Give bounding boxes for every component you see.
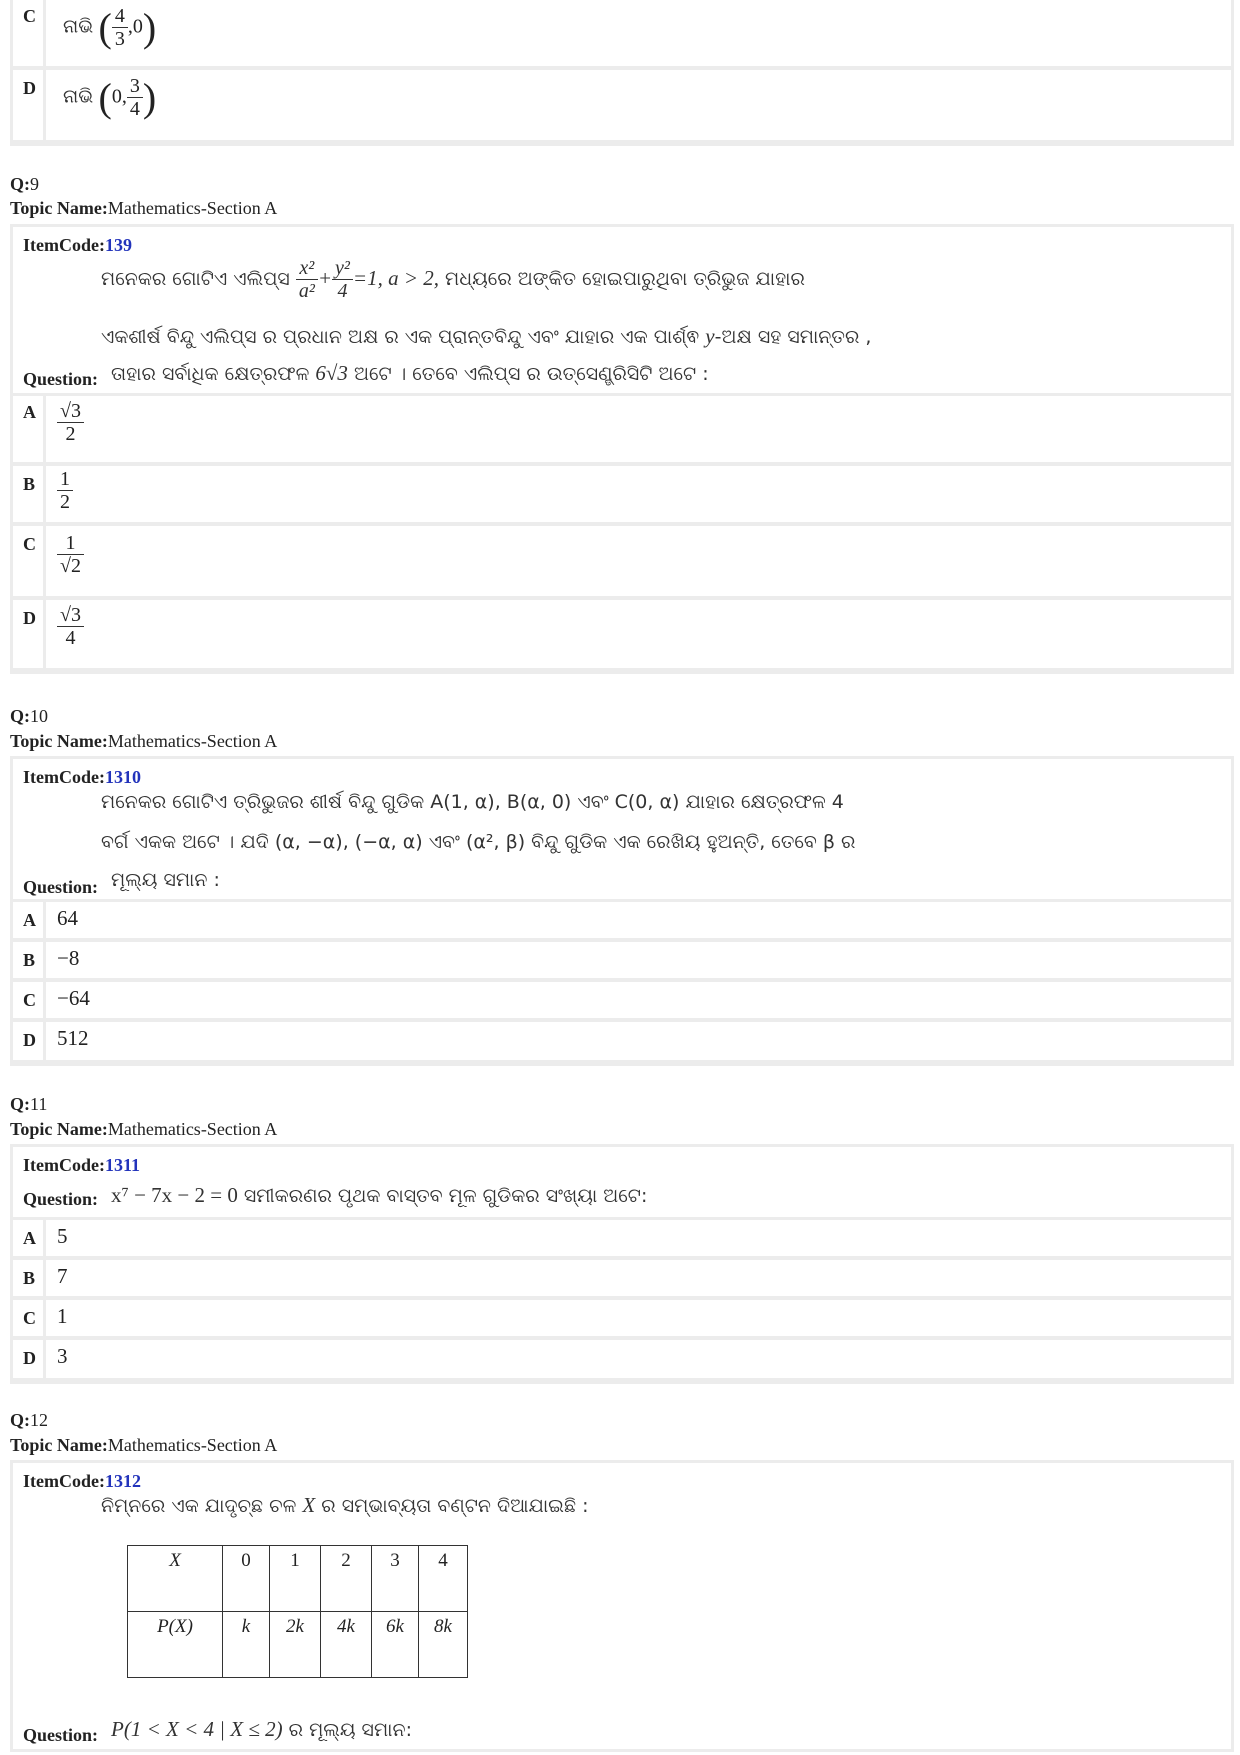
question-text-line: ବର୍ଗ ଏକକ ଅଟେ । ଯଦି (α, −α), (−α, α) ଏବଂ (α², β) ବିନ୍ଦୁ ଗୁଡିକ ଏକ ରେଖିୟ ହୁଅନ୍ତି, ତେବେ β ର	[101, 831, 856, 853]
table-row	[128, 1546, 468, 1612]
option-label: A	[23, 910, 36, 930]
option-label: A	[23, 402, 36, 422]
question-text-line: x⁷ − 7x − 2 = 0 ସମୀକରଣର ପୃଥକ ବାସ୍ତବ ମୂଳ ଗୁଡିକର ସଂଖ୍ୟା ଅଟେ:	[111, 1183, 648, 1207]
table-cell: 4	[419, 1546, 468, 1612]
question-text-line: ତାହାର ସର୍ବାଧିକ କ୍ଷେତ୍ରଫଳ 6√3 ଅଟେ । ତେବେ ଏଲିପ୍ସ ର ଉତ୍ସେଣ୍ଡ୍ରିସିଟି ଅଟେ :	[111, 361, 709, 385]
option-row[interactable]	[13, 902, 1231, 938]
question-box	[10, 1144, 1234, 1220]
question-label: Question:	[23, 1725, 99, 1745]
option-label: A	[23, 1228, 36, 1248]
question-number: Q:11	[10, 1094, 48, 1114]
item-code: ItemCode:139	[23, 235, 132, 255]
topic-name: Topic Name:Mathematics-Section A	[10, 1435, 278, 1455]
option-fraction: $\frac{√3}{4}$	[57, 604, 84, 649]
question-number: Q:9	[10, 174, 39, 194]
table-cell: 0	[223, 1546, 270, 1612]
topic-name: Topic Name:Mathematics-Section A	[10, 198, 278, 218]
table-cell: P(X)	[128, 1612, 223, 1678]
fraction-x2-a2: $\frac{\text{x²}}{\text{a²}}$	[296, 257, 318, 302]
option-fraction: $\frac{1}{√2}$	[57, 532, 84, 577]
question-label: Question:	[23, 1189, 99, 1209]
option-text: 3	[57, 1344, 68, 1368]
table-cell: 1	[270, 1546, 321, 1612]
option-row[interactable]	[13, 1220, 1231, 1256]
fraction-y2-4: $\frac{\text{y²}}{4}$	[332, 257, 353, 302]
option-row[interactable]	[13, 600, 1231, 668]
item-code: ItemCode:1311	[23, 1155, 140, 1175]
option-row[interactable]	[13, 1300, 1231, 1336]
table-cell: 2	[321, 1546, 372, 1612]
question-text-line: ନିମ୍ନରେ ଏକ ଯାଦୃଚ୍ଛ ଚଳ X ର ସମ୍ଭାବ୍ୟତା ବଣ୍ଟନ ଦିଆଯାଇଛି :	[101, 1493, 589, 1517]
option-row[interactable]	[13, 526, 1231, 596]
option-label: B	[23, 1268, 36, 1288]
option-row[interactable]	[13, 982, 1231, 1018]
option-row[interactable]	[13, 1022, 1231, 1060]
table-cell: 4k	[321, 1612, 372, 1678]
item-code: ItemCode:1312	[23, 1471, 141, 1491]
question-label: Question:	[23, 877, 99, 897]
table-cell: X	[128, 1546, 223, 1612]
question-text-line: ଏକଶୀର୍ଷ ବିନ୍ଦୁ ଏଲିପ୍ସ ର ପ୍ରଧାନ ଅକ୍ଷ ର ଏକ ପ୍ରାନ୍ତବିନ୍ଦୁ ଏବଂ ଯାହାର ଏକ ପାର୍ଶ୍ଵ y-ଅକ୍ଷ ସହ ସମାନ୍ତର ,	[101, 324, 872, 348]
probability-table	[127, 1545, 468, 1678]
table-row	[128, 1612, 468, 1678]
question-text-line: P(1 < X < 4 | X ≤ 2) ର ମୂଲ୍ୟ ସମାନ:	[111, 1717, 412, 1741]
prev-options-box	[10, 0, 1234, 146]
option-label: D	[23, 1030, 36, 1050]
option-fraction: $\frac{3}{4}$	[127, 75, 143, 120]
question-label: Question:	[23, 369, 99, 389]
option-row[interactable]	[13, 396, 1231, 462]
option-row[interactable]	[13, 942, 1231, 978]
option-text: 64	[57, 906, 78, 930]
question-number: Q:12	[10, 1410, 48, 1430]
option-row[interactable]: C ନାଭି ( $\frac{4}{3}$ ,0)	[13, 0, 1231, 66]
table-cell: 8k	[419, 1612, 468, 1678]
option-fraction: $\frac{√3}{2}$	[57, 400, 84, 445]
option-label: B	[23, 474, 36, 494]
option-row[interactable]	[13, 466, 1231, 522]
question-text-line: ମନେକର ଗୋଟିଏ ଏଲିପ୍ସ $\frac{\text{x²}}{\text{a²}}$ + $\frac{\text{y²}}{4}$ =1, a > 2, ମଧ୍ୟରେ ଅଙ୍କିତ ହୋଇପାରୁଥିବା ତ୍ରିଭୁଜ ଯାହାର	[101, 257, 805, 302]
table-cell: 6k	[372, 1612, 419, 1678]
option-label: D	[23, 1348, 36, 1368]
question-box	[10, 224, 1234, 396]
option-fraction: $\frac{4}{3}$	[112, 5, 128, 50]
option-text: 1	[57, 1304, 68, 1328]
option-text: −8	[57, 946, 80, 970]
question-text-line: ମୂଲ୍ୟ ସମାନ :	[111, 869, 220, 891]
option-text: 5	[57, 1224, 68, 1248]
option-text: 7	[57, 1264, 68, 1288]
topic-name: Topic Name:Mathematics-Section A	[10, 1119, 278, 1139]
option-fraction: $\frac{1}{2}$	[57, 468, 73, 513]
option-label: C	[23, 534, 36, 554]
table-cell: 3	[372, 1546, 419, 1612]
option-row[interactable]	[13, 1260, 1231, 1296]
question-box	[10, 1460, 1234, 1752]
question-text-line: ମନେକର ଗୋଟିଏ ତ୍ରିଭୁଜର ଶୀର୍ଷ ବିନ୍ଦୁ ଗୁଡିକ A(1, α), B(α, 0) ଏବଂ C(0, α) ଯାହାର କ୍ଷେତ୍ରଫଳ 4	[101, 791, 844, 813]
option-label: C	[23, 6, 36, 26]
option-label: B	[23, 950, 36, 970]
option-text: ନାଭି	[63, 85, 94, 108]
table-cell: k	[223, 1612, 270, 1678]
option-text: 512	[57, 1026, 89, 1050]
option-row[interactable]: D ନାଭି (0, $\frac{3}{4}$ )	[13, 70, 1231, 140]
option-label: C	[23, 990, 36, 1010]
question-box	[10, 756, 1234, 902]
table-cell: 2k	[270, 1612, 321, 1678]
option-label: D	[23, 78, 36, 98]
option-text: ନାଭି	[63, 15, 94, 38]
option-label: C	[23, 1308, 36, 1328]
options-box	[10, 396, 1234, 674]
option-label: D	[23, 608, 36, 628]
item-code: ItemCode:1310	[23, 767, 141, 787]
option-row[interactable]	[13, 1340, 1231, 1378]
options-box	[10, 902, 1234, 1066]
option-text: −64	[57, 986, 90, 1010]
question-number: Q:10	[10, 706, 48, 726]
options-box	[10, 1220, 1234, 1384]
topic-name: Topic Name:Mathematics-Section A	[10, 731, 278, 751]
